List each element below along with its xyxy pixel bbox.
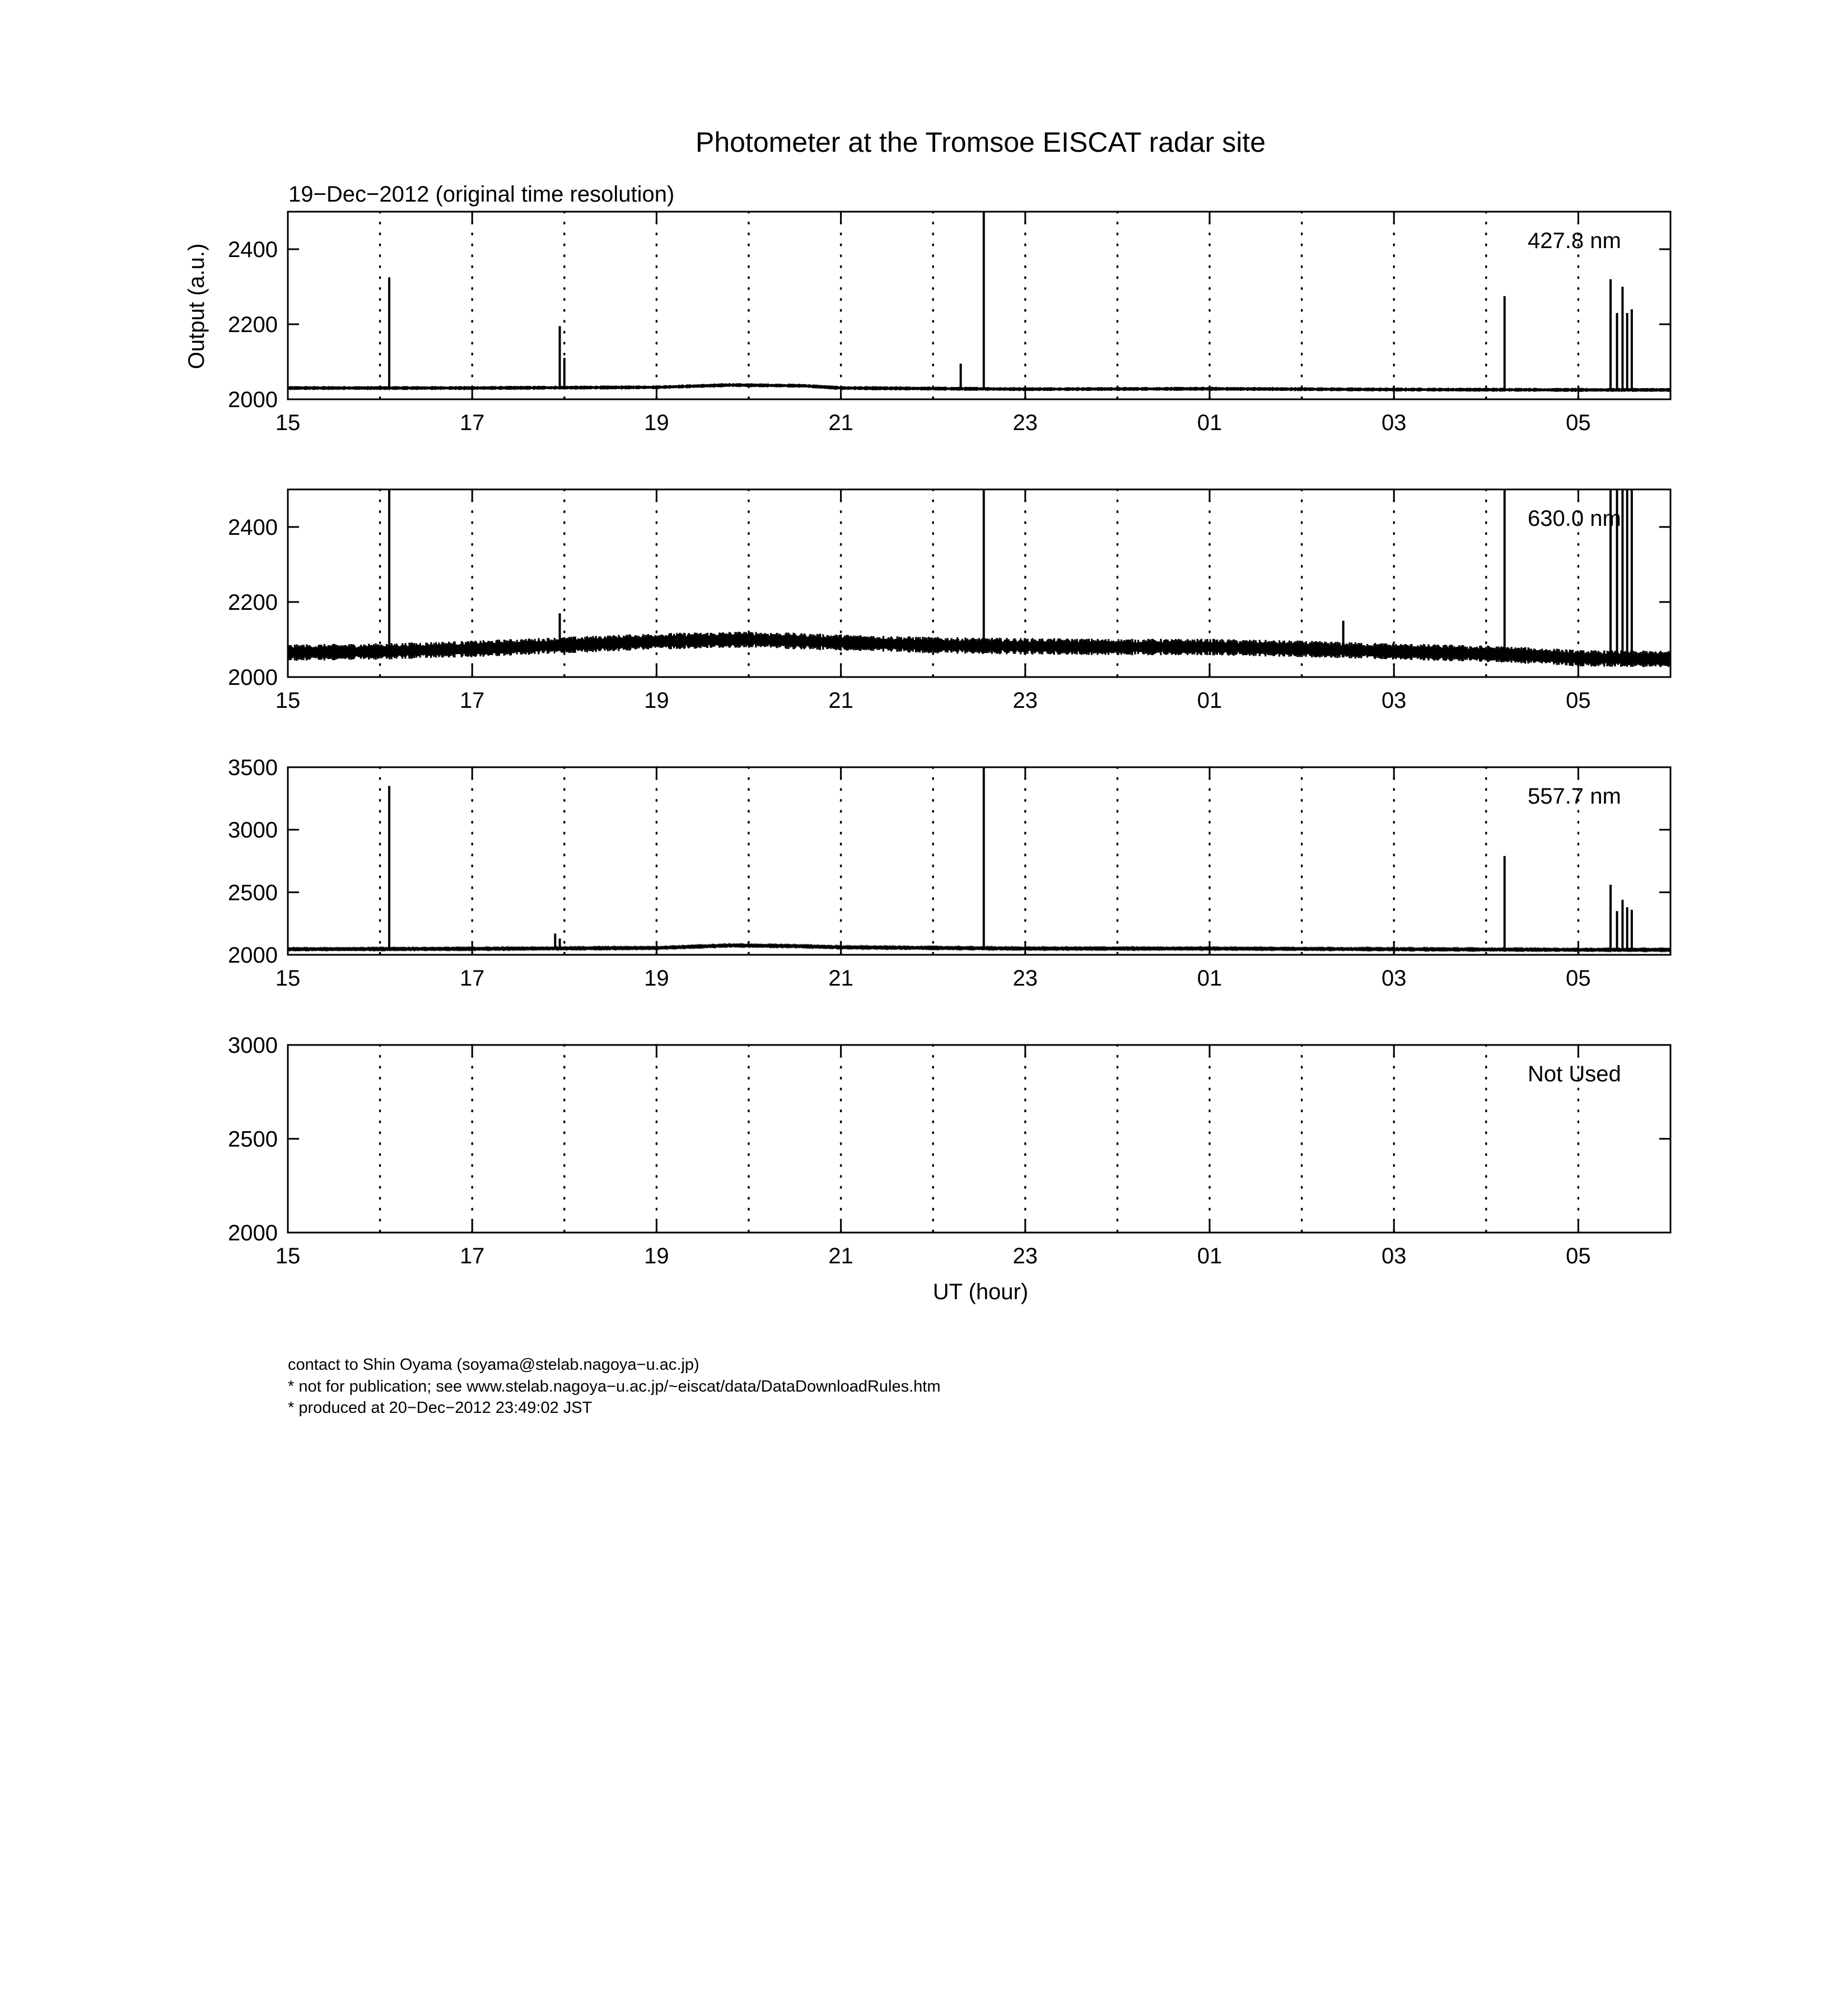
x-tick-label: 19 [644, 410, 669, 435]
x-tick-label: 19 [644, 1244, 669, 1268]
x-tick-label: 17 [459, 410, 485, 435]
y-tick-label: 2400 [228, 515, 278, 540]
x-tick-label: 03 [1381, 966, 1407, 991]
x-tick-label: 01 [1197, 1244, 1222, 1268]
x-tick-label: 15 [275, 1244, 301, 1268]
chart-title: Photometer at the Tromsoe EISCAT radar site [695, 127, 1266, 158]
x-tick-label: 19 [644, 966, 669, 991]
x-tick-label: 23 [1012, 688, 1038, 713]
x-tick-label: 15 [275, 966, 301, 991]
x-tick-label: 21 [828, 688, 853, 713]
x-tick-label: 23 [1012, 1244, 1038, 1268]
x-tick-label: 19 [644, 688, 669, 713]
x-tick-label: 21 [828, 410, 853, 435]
y-tick-label: 2200 [228, 590, 278, 615]
x-tick-label: 21 [828, 966, 853, 991]
panel-label: 557.7 nm [1528, 784, 1621, 809]
footer-publication-note: * not for publication; see www.stelab.nagoya−u.ac.jp/~eiscat/data/DataDownloadRules.htm [288, 1378, 941, 1396]
x-tick-label: 17 [459, 1244, 485, 1268]
chart-subtitle: 19−Dec−2012 (original time resolution) [288, 182, 675, 207]
x-tick-label: 23 [1012, 410, 1038, 435]
y-axis-label: Output (a.u.) [184, 243, 209, 370]
footer-contact: contact to Shin Oyama (soyama@stelab.nagoya−u.ac.jp) [288, 1356, 699, 1374]
x-tick-label: 05 [1566, 688, 1591, 713]
x-tick-label: 21 [828, 1244, 853, 1268]
y-tick-label: 2000 [228, 665, 278, 690]
panel-label: Not Used [1528, 1062, 1621, 1086]
y-tick-label: 3500 [228, 755, 278, 780]
y-tick-label: 2200 [228, 312, 278, 337]
x-tick-label: 03 [1381, 1244, 1407, 1268]
y-tick-label: 2400 [228, 237, 278, 262]
x-axis-label: UT (hour) [932, 1280, 1029, 1304]
x-tick-label: 17 [459, 688, 485, 713]
x-tick-label: 05 [1566, 966, 1591, 991]
y-tick-label: 2000 [228, 388, 278, 412]
x-tick-label: 01 [1197, 410, 1222, 435]
x-tick-label: 17 [459, 966, 485, 991]
x-tick-label: 01 [1197, 966, 1222, 991]
x-tick-label: 03 [1381, 688, 1407, 713]
x-tick-label: 05 [1566, 410, 1591, 435]
x-tick-label: 15 [275, 410, 301, 435]
y-tick-label: 2000 [228, 943, 278, 968]
y-tick-label: 2500 [228, 1127, 278, 1152]
x-tick-label: 03 [1381, 410, 1407, 435]
panel-label: 630.0 nm [1528, 506, 1621, 531]
y-tick-label: 2000 [228, 1221, 278, 1245]
x-tick-label: 23 [1012, 966, 1038, 991]
footer-produced-at: * produced at 20−Dec−2012 23:49:02 JST [288, 1399, 592, 1417]
x-tick-label: 15 [275, 688, 301, 713]
x-tick-label: 01 [1197, 688, 1222, 713]
y-tick-label: 3000 [228, 818, 278, 843]
y-tick-label: 3000 [228, 1033, 278, 1058]
y-tick-label: 2500 [228, 880, 278, 906]
x-tick-label: 05 [1566, 1244, 1591, 1268]
panel-label: 427.8 nm [1528, 228, 1621, 253]
